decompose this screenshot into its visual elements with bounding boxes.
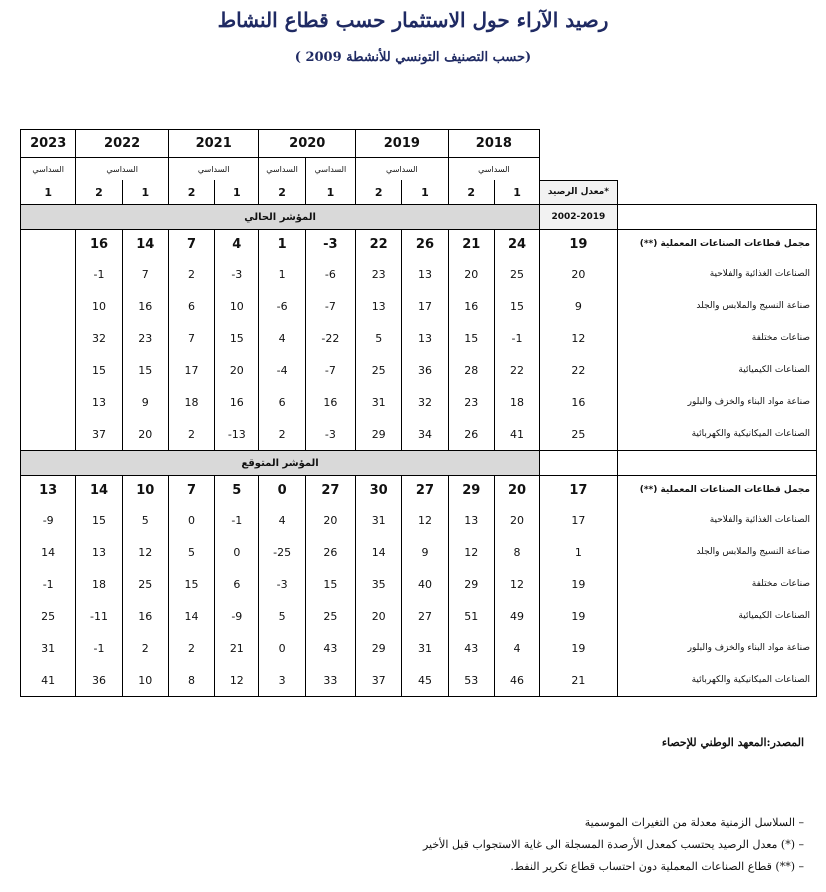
value-cell: -9 xyxy=(21,504,76,536)
value-cell: 12 xyxy=(448,536,494,568)
sector-name: صناعة مواد البناء والخزف والبلور xyxy=(617,632,816,664)
value-cell: 17 xyxy=(168,354,214,386)
semester-number-row xyxy=(21,180,817,205)
value-cell: 4 xyxy=(494,632,539,664)
value-cell: 15 xyxy=(76,504,122,536)
value-cell: 15 xyxy=(122,354,168,386)
value-cell: 12 xyxy=(122,536,168,568)
section-label: المؤشر المتوقع xyxy=(21,451,540,476)
value-cell: 20 xyxy=(122,418,168,451)
year-2018: 2018 xyxy=(448,130,540,158)
value-cell: 37 xyxy=(76,418,122,451)
value-cell: -3 xyxy=(305,230,355,259)
value-cell: 13 xyxy=(402,258,448,290)
value-cell: -7 xyxy=(305,354,355,386)
value-cell: 20 xyxy=(494,476,539,505)
value-cell: 24 xyxy=(494,230,539,259)
value-cell: -13 xyxy=(215,418,259,451)
table-row xyxy=(21,536,817,568)
table-row xyxy=(21,354,817,386)
rate-cell: 17 xyxy=(540,504,617,536)
value-cell: 8 xyxy=(494,536,539,568)
value-cell: -7 xyxy=(305,290,355,322)
value-cell: 26 xyxy=(448,418,494,451)
value-cell: -11 xyxy=(76,600,122,632)
year-2023: 2023 xyxy=(21,130,76,158)
value-cell: 8 xyxy=(168,664,214,697)
table-row xyxy=(21,568,817,600)
rate-header: معدل الرصيد* xyxy=(540,180,617,205)
table-row xyxy=(21,600,817,632)
value-cell: 29 xyxy=(448,568,494,600)
table-row xyxy=(21,258,817,290)
value-cell: 33 xyxy=(305,664,355,697)
value-cell: 25 xyxy=(356,354,402,386)
year-2022: 2022 xyxy=(76,130,169,158)
sector-name: الصناعات الميكانيكية والكهربائية xyxy=(617,418,816,451)
semester-number: 1 xyxy=(122,180,168,205)
value-cell xyxy=(21,230,76,259)
sector-name: صناعة النسيج والملابس والجلد xyxy=(617,536,816,568)
semester-number: 1 xyxy=(402,180,448,205)
sector-name: صناعات مختلفة xyxy=(617,568,816,600)
semester-number: 1 xyxy=(21,180,76,205)
value-cell: 49 xyxy=(494,600,539,632)
rate-cell: 19 xyxy=(540,600,617,632)
value-cell: 15 xyxy=(494,290,539,322)
value-cell: 16 xyxy=(448,290,494,322)
value-cell: 13 xyxy=(402,322,448,354)
year-2020: 2020 xyxy=(259,130,356,158)
semester-label: السداسي xyxy=(259,158,305,181)
value-cell: 0 xyxy=(259,632,305,664)
value-cell: 16 xyxy=(122,290,168,322)
rate-cell: 16 xyxy=(540,386,617,418)
value-cell: 35 xyxy=(356,568,402,600)
value-cell: 7 xyxy=(168,476,214,505)
value-cell xyxy=(21,354,76,386)
table-row xyxy=(21,230,817,259)
sector-name: صناعة مواد البناء والخزف والبلور xyxy=(617,386,816,418)
value-cell: -1 xyxy=(494,322,539,354)
semester-label: السداسي xyxy=(76,158,169,181)
value-cell: 13 xyxy=(76,386,122,418)
source-note: المصدر:المعهد الوطني للإحصاء xyxy=(661,736,804,749)
value-cell: 14 xyxy=(356,536,402,568)
value-cell: 13 xyxy=(356,290,402,322)
rate-cell: 1 xyxy=(540,536,617,568)
value-cell: 14 xyxy=(168,600,214,632)
sector-name: مجمل قطاعات الصناعات المعملية (**) xyxy=(617,230,816,259)
section-band-row xyxy=(21,451,817,476)
semester-label: السداسي xyxy=(448,158,540,181)
value-cell: 7 xyxy=(168,230,214,259)
value-cell: 41 xyxy=(21,664,76,697)
value-cell: 45 xyxy=(402,664,448,697)
value-cell xyxy=(21,418,76,451)
value-cell: 12 xyxy=(402,504,448,536)
value-cell: -9 xyxy=(215,600,259,632)
value-cell: -1 xyxy=(76,258,122,290)
value-cell: 14 xyxy=(76,476,122,505)
semester-number: 2 xyxy=(168,180,214,205)
value-cell: 10 xyxy=(122,664,168,697)
value-cell: 21 xyxy=(215,632,259,664)
investment-opinion-table xyxy=(20,129,817,697)
value-cell: 27 xyxy=(402,476,448,505)
value-cell: 27 xyxy=(305,476,355,505)
value-cell: -4 xyxy=(259,354,305,386)
sector-name: صناعات مختلفة xyxy=(617,322,816,354)
year-2019: 2019 xyxy=(356,130,449,158)
value-cell: 41 xyxy=(494,418,539,451)
value-cell: 31 xyxy=(402,632,448,664)
value-cell: 9 xyxy=(402,536,448,568)
sector-name: الصناعات الغذائية والفلاحية xyxy=(617,504,816,536)
value-cell: 0 xyxy=(215,536,259,568)
value-cell xyxy=(21,386,76,418)
value-cell: 0 xyxy=(168,504,214,536)
value-cell: -6 xyxy=(305,258,355,290)
value-cell: 9 xyxy=(122,386,168,418)
value-cell: 31 xyxy=(356,504,402,536)
value-cell: 16 xyxy=(122,600,168,632)
value-cell: 4 xyxy=(215,230,259,259)
value-cell: 40 xyxy=(402,568,448,600)
value-cell: 22 xyxy=(356,230,402,259)
value-cell: 14 xyxy=(122,230,168,259)
value-cell: 26 xyxy=(305,536,355,568)
table-row xyxy=(21,476,817,505)
value-cell: 2 xyxy=(168,258,214,290)
rate-cell: 19 xyxy=(540,230,617,259)
section-band-row xyxy=(21,205,817,230)
value-cell: 5 xyxy=(259,600,305,632)
value-cell: 15 xyxy=(305,568,355,600)
value-cell: 2 xyxy=(168,418,214,451)
value-cell: 20 xyxy=(305,504,355,536)
value-cell: 4 xyxy=(259,322,305,354)
value-cell: 1 xyxy=(259,230,305,259)
semester-label: السداسي xyxy=(305,158,355,181)
value-cell: 20 xyxy=(356,600,402,632)
value-cell: 7 xyxy=(122,258,168,290)
semester-label: السداسي xyxy=(356,158,449,181)
value-cell: 20 xyxy=(448,258,494,290)
value-cell: 10 xyxy=(122,476,168,505)
band-blank-cell xyxy=(540,451,617,476)
value-cell: 28 xyxy=(448,354,494,386)
semester-number: 2 xyxy=(259,180,305,205)
value-cell: 10 xyxy=(215,290,259,322)
sector-name: مجمل قطاعات الصناعات المعملية (**) xyxy=(617,476,816,505)
value-cell: 17 xyxy=(402,290,448,322)
value-cell: 12 xyxy=(215,664,259,697)
rate-cell: 21 xyxy=(540,664,617,697)
value-cell: 13 xyxy=(448,504,494,536)
value-cell: 25 xyxy=(305,600,355,632)
value-cell: 43 xyxy=(305,632,355,664)
semester-number: 1 xyxy=(215,180,259,205)
value-cell: 31 xyxy=(21,632,76,664)
value-cell xyxy=(21,290,76,322)
value-cell: 27 xyxy=(402,600,448,632)
value-cell: 6 xyxy=(259,386,305,418)
value-cell: 15 xyxy=(215,322,259,354)
value-cell: -1 xyxy=(21,568,76,600)
value-cell: 25 xyxy=(494,258,539,290)
value-cell: -25 xyxy=(259,536,305,568)
value-cell: 2 xyxy=(122,632,168,664)
value-cell: -3 xyxy=(259,568,305,600)
value-cell: -3 xyxy=(215,258,259,290)
value-cell: 25 xyxy=(21,600,76,632)
value-cell: 36 xyxy=(76,664,122,697)
value-cell: 31 xyxy=(356,386,402,418)
value-cell: 15 xyxy=(448,322,494,354)
sector-name: صناعة النسيج والملابس والجلد xyxy=(617,290,816,322)
value-cell: 30 xyxy=(356,476,402,505)
value-cell: -1 xyxy=(76,632,122,664)
sector-name: الصناعات الميكانيكية والكهربائية xyxy=(617,664,816,697)
value-cell: 23 xyxy=(356,258,402,290)
semester-number: 2 xyxy=(356,180,402,205)
value-cell: 20 xyxy=(215,354,259,386)
value-cell: 0 xyxy=(259,476,305,505)
rate-period: 2002-2019 xyxy=(540,205,617,230)
value-cell: -6 xyxy=(259,290,305,322)
page-subtitle: (حسب التصنيف التونسي للأنشطة 2009 ) xyxy=(294,50,532,65)
value-cell: 36 xyxy=(402,354,448,386)
value-cell: 21 xyxy=(448,230,494,259)
value-cell: 34 xyxy=(402,418,448,451)
sector-name: الصناعات الكيميائية xyxy=(617,354,816,386)
semester-label: السداسي xyxy=(21,158,76,181)
sector-name: الصناعات الغذائية والفلاحية xyxy=(617,258,816,290)
band-blank-cell xyxy=(617,205,816,230)
value-cell: 14 xyxy=(21,536,76,568)
footnote: – (*) معدل الرصيد يحتسب كمعدل الأرصدة المسجلة الى غاية الاستجواب قبل الأخير xyxy=(422,838,804,851)
value-cell: -1 xyxy=(215,504,259,536)
table-row xyxy=(21,386,817,418)
rate-cell: 20 xyxy=(540,258,617,290)
value-cell: 23 xyxy=(122,322,168,354)
value-cell: 10 xyxy=(76,290,122,322)
value-cell: 6 xyxy=(168,290,214,322)
rate-cell: 22 xyxy=(540,354,617,386)
sector-name: الصناعات الكيميائية xyxy=(617,600,816,632)
value-cell xyxy=(21,322,76,354)
year-2021: 2021 xyxy=(168,130,259,158)
value-cell: 13 xyxy=(21,476,76,505)
value-cell: 2 xyxy=(259,418,305,451)
value-cell: 5 xyxy=(122,504,168,536)
table-row xyxy=(21,664,817,697)
table-row xyxy=(21,322,817,354)
value-cell: 20 xyxy=(494,504,539,536)
rate-cell: 19 xyxy=(540,632,617,664)
value-cell: 23 xyxy=(448,386,494,418)
section-label: المؤشر الحالي xyxy=(21,205,540,230)
rate-cell: 12 xyxy=(540,322,617,354)
value-cell: 46 xyxy=(494,664,539,697)
value-cell: 2 xyxy=(168,632,214,664)
band-blank-cell xyxy=(617,451,816,476)
value-cell: 1 xyxy=(259,258,305,290)
table-row xyxy=(21,290,817,322)
value-cell: 3 xyxy=(259,664,305,697)
footnote: – (**) قطاع الصناعات المعملية دون احتساب قطاع تكرير النفط. xyxy=(510,860,804,873)
value-cell: 18 xyxy=(76,568,122,600)
semester-number: 2 xyxy=(76,180,122,205)
value-cell: 29 xyxy=(356,418,402,451)
value-cell: 22 xyxy=(494,354,539,386)
value-cell: 32 xyxy=(402,386,448,418)
value-cell: 5 xyxy=(215,476,259,505)
table-row xyxy=(21,632,817,664)
rate-cell: 19 xyxy=(540,568,617,600)
value-cell: 32 xyxy=(76,322,122,354)
value-cell: 16 xyxy=(215,386,259,418)
semester-label-row xyxy=(21,158,817,181)
semester-number: 1 xyxy=(305,180,355,205)
value-cell: 5 xyxy=(356,322,402,354)
value-cell: -22 xyxy=(305,322,355,354)
value-cell: 51 xyxy=(448,600,494,632)
year-header-row xyxy=(21,130,817,158)
value-cell: 4 xyxy=(259,504,305,536)
value-cell: 37 xyxy=(356,664,402,697)
rate-cell: 25 xyxy=(540,418,617,451)
semester-label: السداسي xyxy=(168,158,259,181)
value-cell: -3 xyxy=(305,418,355,451)
table-row xyxy=(21,418,817,451)
table-row xyxy=(21,504,817,536)
value-cell: 25 xyxy=(122,568,168,600)
value-cell: 15 xyxy=(168,568,214,600)
page-title: رصيد الآراء حول الاستثمار حسب قطاع النشاط xyxy=(217,8,609,32)
value-cell: 29 xyxy=(356,632,402,664)
value-cell: 15 xyxy=(76,354,122,386)
footnotes xyxy=(423,812,804,878)
rate-cell: 17 xyxy=(540,476,617,505)
value-cell: 7 xyxy=(168,322,214,354)
value-cell xyxy=(21,258,76,290)
semester-number: 1 xyxy=(494,180,539,205)
value-cell: 16 xyxy=(76,230,122,259)
semester-number: 2 xyxy=(448,180,494,205)
value-cell: 13 xyxy=(76,536,122,568)
footnote: – السلاسل الزمنية معدلة من التغيرات الموسمية xyxy=(584,816,804,829)
value-cell: 5 xyxy=(168,536,214,568)
rate-cell: 9 xyxy=(540,290,617,322)
value-cell: 12 xyxy=(494,568,539,600)
value-cell: 6 xyxy=(215,568,259,600)
value-cell: 18 xyxy=(168,386,214,418)
value-cell: 26 xyxy=(402,230,448,259)
value-cell: 53 xyxy=(448,664,494,697)
value-cell: 16 xyxy=(305,386,355,418)
value-cell: 29 xyxy=(448,476,494,505)
value-cell: 18 xyxy=(494,386,539,418)
value-cell: 43 xyxy=(448,632,494,664)
